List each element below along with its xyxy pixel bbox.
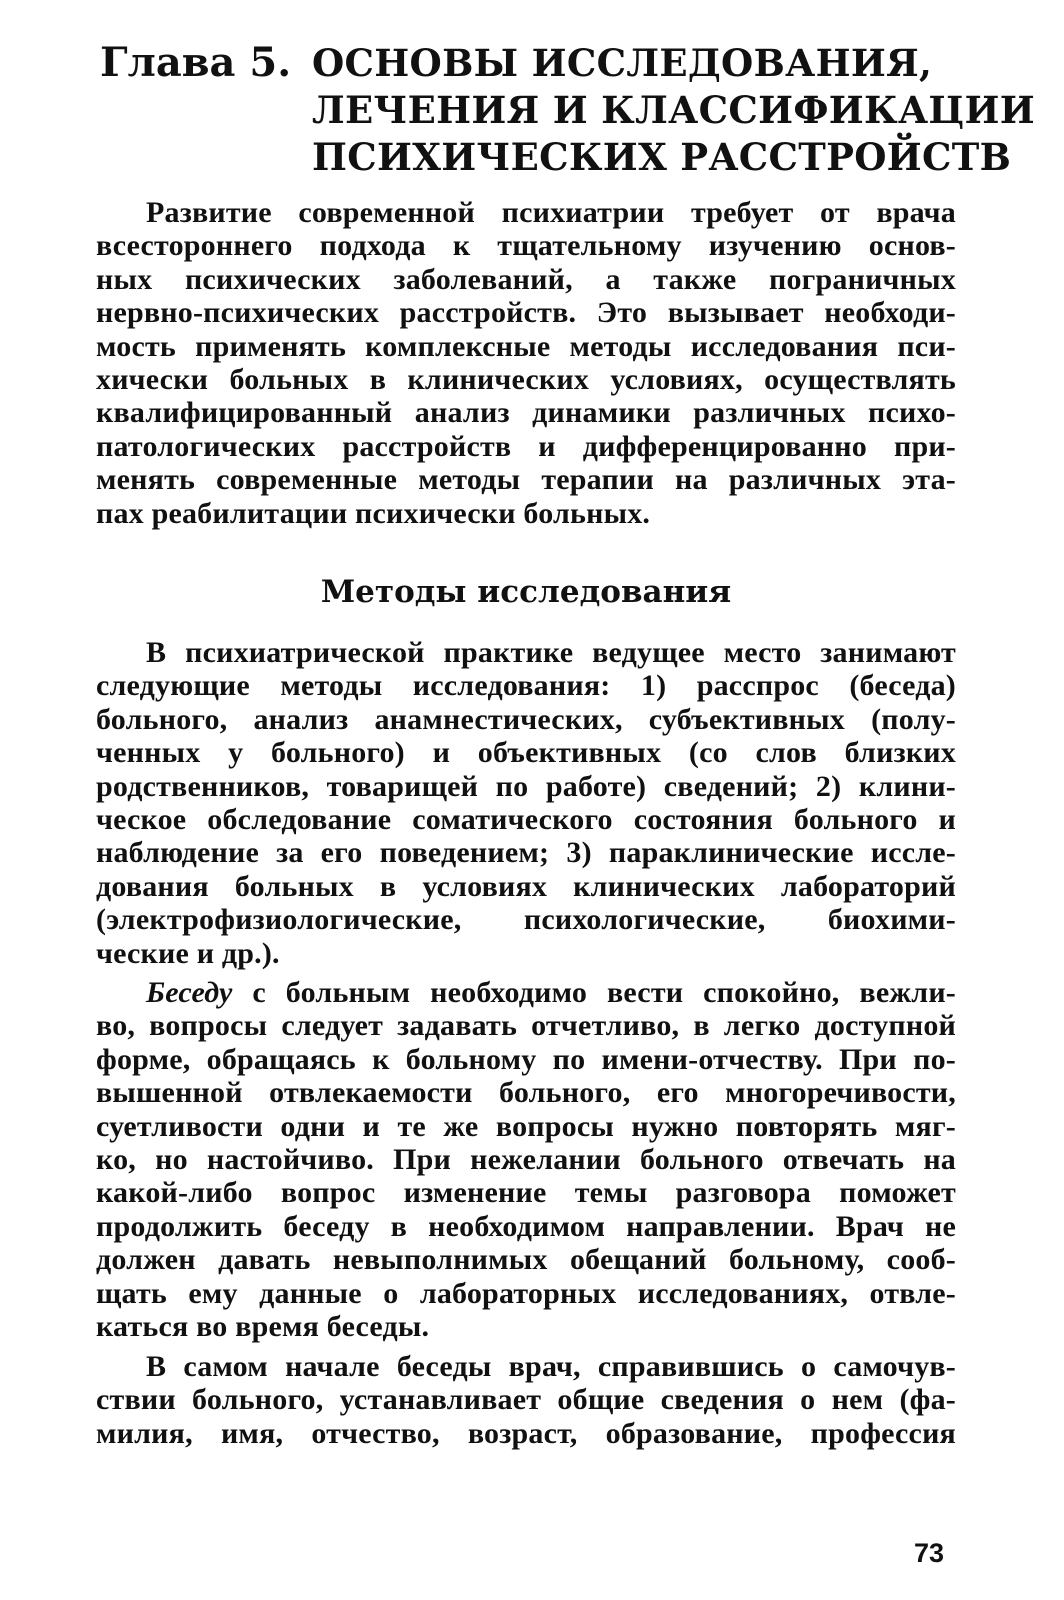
text-line: хически больных в клинических условиях, осуществлять <box>96 362 956 396</box>
text-line: родственников, товарищей по работе) сведений; 2) клини- <box>96 769 956 803</box>
text-line: следующие методы исследования: 1) расспрос (беседа) <box>96 669 956 703</box>
text-line: ченных у больного) и объективных (со слов близких <box>96 736 956 770</box>
text-line: милия, имя, отчество, возраст, образование, профессия <box>96 1416 956 1450</box>
text-line: ных психических заболеваний, а также пограничных <box>96 262 956 296</box>
text-fragment: с больным необходимо вести спокойно, вежли- <box>232 976 956 1009</box>
text-line: должен давать невыполнимых обещаний больному, сооб- <box>96 1243 956 1277</box>
emphasized-term: Беседу <box>146 976 233 1009</box>
text-line: ко, но настойчиво. При нежелании больного отвечать на <box>96 1142 956 1176</box>
text-line: какой-либо вопрос изменение темы разговора поможет <box>96 1176 956 1210</box>
text-line: продолжить беседу в необходимом направлении. Врач не <box>96 1209 956 1243</box>
text-line: дования больных в условиях клинических лабораторий <box>96 869 956 903</box>
text-line: квалифицированный анализ динамики различных психо- <box>96 396 956 430</box>
text-line: форме, обращаясь к больному по имени-отчеству. При по- <box>96 1042 956 1076</box>
text-line: суетливости одни и те же вопросы нужно повторять мяг- <box>96 1109 956 1143</box>
methods-paragraph <box>96 636 956 970</box>
chapter-title-line: ЛЕЧЕНИЯ И КЛАССИФИКАЦИИ <box>312 88 1035 132</box>
text-line: Развитие современной психиатрии требует от врача <box>146 196 956 229</box>
text-line: щать ему данные о лабораторных исследованиях, отвле- <box>96 1276 956 1310</box>
text-line: В психиатрической практике ведущее место занимают <box>146 636 956 669</box>
text-line: всестороннего подхода к тщательному изучению основ- <box>96 229 956 263</box>
page-number: 73 <box>913 1538 944 1568</box>
text-line: патологических расстройств и дифференцированно при- <box>96 429 956 463</box>
text-line: больного, анализ анамнестических, субъективных (полу- <box>96 702 956 736</box>
chapter-title-line: ОСНОВЫ ИССЛЕДОВАНИЯ, <box>312 41 933 85</box>
text-line: ческие и др.). <box>96 936 280 970</box>
text-line: наблюдение за его поведением; 3) параклинические иссле- <box>96 836 956 870</box>
text-line: В самом начале беседы врач, справившись о самочув- <box>146 1350 956 1383</box>
text-line: (электрофизиологические, психологические, биохими- <box>96 903 956 937</box>
text-line: пах реабилитации психически больных. <box>96 496 651 530</box>
start-paragraph <box>96 1350 956 1450</box>
text-line: нервно-психических расстройств. Это вызывает необходи- <box>96 296 956 330</box>
text-line: менять современные методы терапии на различных эта- <box>96 463 956 497</box>
chapter-title-line: ПСИХИЧЕСКИХ РАССТРОЙСТВ <box>312 135 1012 179</box>
text-line: вышенной отвлекаемости больного, его многоречивости, <box>96 1076 956 1110</box>
chapter-label: Глава 5. <box>100 39 292 86</box>
intro-paragraph <box>96 196 956 530</box>
text-line: мость применять комплексные методы исследования пси- <box>96 329 956 363</box>
text-line: во, вопросы следует задавать отчетливо, в легко доступной <box>96 1009 956 1043</box>
text-line: каться во время беседы. <box>96 1309 430 1343</box>
section-heading: Методы исследования <box>320 574 732 610</box>
conversation-paragraph <box>96 976 956 1343</box>
text-line <box>96 976 956 1009</box>
text-line: ствии больного, устанавливает общие сведения о нем (фа- <box>96 1383 956 1417</box>
chapter-header <box>100 39 1035 181</box>
chapter-title <box>312 40 1035 181</box>
text-line: ческое обследование соматического состояния больного и <box>96 802 956 836</box>
